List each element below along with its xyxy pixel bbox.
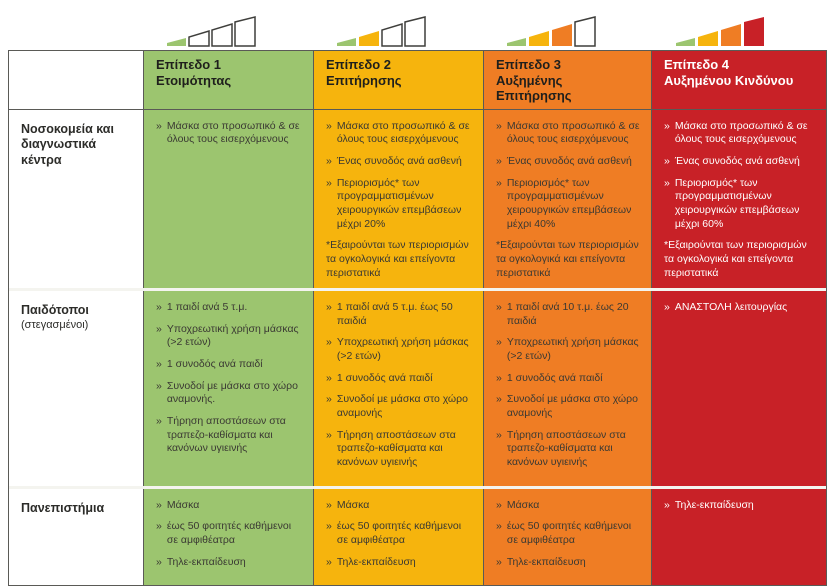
cell-item-text: Τηλε-εκπαίδευση bbox=[166, 555, 246, 568]
cell-item-list bbox=[664, 499, 816, 513]
cell-item-list bbox=[156, 120, 303, 147]
cell-item-text: Μάσκα bbox=[506, 498, 540, 511]
bullet-marker: » bbox=[156, 498, 162, 511]
cell-item bbox=[326, 336, 473, 363]
header-level-4-line1: Επίπεδο 4 bbox=[664, 57, 730, 72]
cell-item-text: Μάσκα στο προσωπικό & σε όλους τους εισερχόμενους bbox=[506, 119, 640, 146]
level-4-bars-icon bbox=[675, 16, 765, 47]
header-level-1-line1: Επίπεδο 1 bbox=[156, 57, 222, 72]
bullet-marker: » bbox=[664, 176, 670, 189]
cell-item bbox=[664, 499, 816, 513]
cell-item bbox=[496, 177, 641, 232]
header-level-3-line1: Επίπεδο 3 bbox=[496, 57, 562, 72]
bullet-marker: » bbox=[664, 119, 670, 132]
bullet-marker: » bbox=[156, 379, 162, 392]
bullet-marker: » bbox=[326, 301, 332, 314]
legend-row bbox=[0, 10, 835, 50]
cell-item-text: Μάσκα στο προσωπικό & σε όλους τους εισερχόμενους bbox=[166, 119, 300, 146]
levels-table bbox=[8, 50, 827, 586]
cell-item bbox=[496, 429, 641, 470]
cell-item-text: 1 παιδί ανά 5 τ.μ. bbox=[166, 301, 248, 314]
cell-item bbox=[326, 520, 473, 547]
bullet-marker: » bbox=[326, 520, 332, 533]
bullet-marker: » bbox=[326, 393, 332, 406]
row-label-cell bbox=[9, 291, 143, 485]
bullet-marker: » bbox=[326, 498, 332, 511]
header-level-2-line2: Επιτήρησης bbox=[326, 72, 402, 88]
bullet-marker: » bbox=[326, 336, 332, 349]
cell-hospitals-level4 bbox=[651, 110, 826, 288]
bullet-marker: » bbox=[326, 371, 332, 384]
cell-item bbox=[326, 393, 473, 420]
bullet-marker: » bbox=[496, 119, 502, 132]
cell-item-text: Τηλε-εκπαίδευση bbox=[506, 555, 586, 568]
cell-item bbox=[496, 336, 641, 363]
cell-item-text: Συνοδοί με μάσκα στο χώρο αναμονής bbox=[336, 393, 468, 420]
cell-item bbox=[156, 323, 303, 350]
legend-spacer bbox=[9, 14, 144, 50]
cell-footnote: *Εξαιρούνται των περιορισμών τα ογκολογικά και επείγοντα περιστατικά bbox=[664, 239, 807, 279]
bullet-marker: » bbox=[496, 336, 502, 349]
cell-item bbox=[156, 380, 303, 407]
cell-item bbox=[664, 301, 816, 315]
cell-item bbox=[156, 358, 303, 372]
header-level-2 bbox=[313, 51, 483, 109]
cell-item-text: 1 παιδί ανά 10 τ.μ. έως 20 παιδιά bbox=[506, 301, 629, 327]
legend-level-1 bbox=[144, 14, 314, 50]
cell-item bbox=[326, 556, 473, 570]
cell-item-text: 1 συνοδός ανά παιδί bbox=[336, 371, 433, 384]
cell-footnote: *Εξαιρούνται των περιορισμών τα ογκολογικά και επείγοντα περιστατικά bbox=[496, 239, 639, 279]
cell-footnote: *Εξαιρούνται των περιορισμών τα ογκολογικά και επείγοντα περιστατικά bbox=[326, 239, 469, 279]
bullet-marker: » bbox=[496, 301, 502, 314]
cell-item-text: Ένας συνοδός ανά ασθενή bbox=[506, 155, 632, 168]
cell-item-text: Υποχρεωτική χρήση μάσκας (>2 ετών) bbox=[166, 322, 299, 349]
header-level-2-line1: Επίπεδο 2 bbox=[326, 57, 392, 72]
cell-item-text: ΑΝΑΣΤΟΛΗ λειτουργίας bbox=[674, 301, 788, 314]
header-level-3-line2: Αυξημένης Επιτήρησης bbox=[496, 72, 572, 104]
header-level-3 bbox=[483, 51, 651, 109]
bullet-marker: » bbox=[664, 155, 670, 168]
legend-level-3 bbox=[484, 14, 653, 50]
bullet-marker: » bbox=[156, 119, 162, 132]
cell-item bbox=[664, 120, 816, 147]
cell-item bbox=[326, 499, 473, 513]
header-level-4-line2: Αυξημένου Κινδύνου bbox=[664, 72, 794, 88]
row-label: Πανεπιστήμια bbox=[21, 500, 105, 515]
cell-item bbox=[326, 120, 473, 147]
cell-universities-level1 bbox=[143, 489, 313, 586]
cell-item-text: Ένας συνοδός ανά ασθενή bbox=[674, 155, 800, 168]
cell-item-list bbox=[326, 499, 473, 570]
cell-item-text: Ένας συνοδός ανά ασθενή bbox=[336, 155, 462, 168]
header-level-1 bbox=[143, 51, 313, 109]
cell-item bbox=[496, 301, 641, 328]
cell-item-text: έως 50 φοιτητές καθήμενοι σε αμφιθέατρα bbox=[336, 520, 462, 546]
cell-item-list bbox=[496, 301, 641, 469]
bullet-marker: » bbox=[326, 428, 332, 441]
cell-item bbox=[326, 301, 473, 328]
cell-item-text: Τηλε-εκπαίδευση bbox=[336, 555, 416, 568]
cell-item bbox=[496, 372, 641, 386]
cell-item-text: έως 50 φοιτητές καθήμενοι σε αμφιθέατρα bbox=[506, 520, 632, 546]
bullet-marker: » bbox=[326, 119, 332, 132]
cell-item-text: Συνοδοί με μάσκα στο χώρο αναμονής bbox=[506, 393, 638, 420]
table-row-playgrounds bbox=[9, 288, 826, 485]
bullet-marker: » bbox=[496, 155, 502, 168]
cell-item-text: Τήρηση αποστάσεων στα τραπεζο-καθίσματα και κανόνων υγιεινής bbox=[336, 428, 456, 468]
cell-item-text: Περιορισμός* των προγραμματισμένων χειρουργικών επεμβάσεων μέχρι 60% bbox=[674, 176, 800, 230]
cell-item bbox=[156, 499, 303, 513]
cell-hospitals-level1 bbox=[143, 110, 313, 288]
bullet-marker: » bbox=[156, 520, 162, 533]
legend-level-2 bbox=[314, 14, 484, 50]
cell-item-text: Συνοδοί με μάσκα στο χώρο αναμονής. bbox=[166, 379, 298, 406]
cell-item-text: Τήρηση αποστάσεων στα τραπεζο-καθίσματα και κανόνων υγιεινής bbox=[506, 428, 626, 468]
cell-item bbox=[156, 120, 303, 147]
bullet-marker: » bbox=[496, 520, 502, 533]
cell-item-text: Μάσκα στο προσωπικό & σε όλους τους εισερχόμενους bbox=[674, 119, 808, 146]
row-sublabel: (στεγασμένοι) bbox=[21, 318, 89, 331]
bullet-marker: » bbox=[156, 415, 162, 428]
cell-universities-level4 bbox=[651, 489, 826, 586]
cell-item bbox=[326, 177, 473, 232]
bullet-marker: » bbox=[496, 428, 502, 441]
bullet-marker: » bbox=[326, 176, 332, 189]
bullet-marker: » bbox=[156, 322, 162, 335]
header-level-1-line2: Ετοιμότητας bbox=[156, 72, 232, 88]
cell-hospitals-level3 bbox=[483, 110, 651, 288]
bullet-marker: » bbox=[156, 358, 162, 371]
cell-item bbox=[156, 556, 303, 570]
bullet-marker: » bbox=[326, 555, 332, 568]
level-1-bars-icon bbox=[166, 16, 256, 47]
cell-item bbox=[326, 429, 473, 470]
corner-cell bbox=[9, 51, 143, 109]
row-label-cell bbox=[9, 489, 143, 586]
cell-item-list bbox=[326, 120, 473, 231]
bullet-marker: » bbox=[496, 555, 502, 568]
level-3-bars-icon bbox=[506, 16, 596, 47]
cell-item-text: Μάσκα στο προσωπικό & σε όλους τους εισερχόμενους bbox=[336, 119, 470, 146]
bullet-marker: » bbox=[156, 555, 162, 568]
bullet-marker: » bbox=[156, 301, 162, 314]
bullet-marker: » bbox=[496, 498, 502, 511]
cell-item-list bbox=[496, 120, 641, 231]
cell-item-text: Περιορισμός* των προγραμματισμένων χειρουργικών επεμβάσεων μέχρι 20% bbox=[336, 176, 462, 230]
cell-item bbox=[496, 155, 641, 169]
cell-item-text: Υποχρεωτική χρήση μάσκας (>2 ετών) bbox=[336, 336, 469, 363]
cell-item bbox=[496, 120, 641, 147]
cell-item bbox=[496, 556, 641, 570]
table-row-universities bbox=[9, 486, 826, 586]
level-2-bars-icon bbox=[336, 16, 426, 47]
cell-item bbox=[664, 155, 816, 169]
cell-item-list bbox=[326, 301, 473, 469]
cell-universities-level3 bbox=[483, 489, 651, 586]
cell-playgrounds-level2 bbox=[313, 291, 483, 485]
cell-item-text: 1 παιδί ανά 5 τ.μ. έως 50 παιδιά bbox=[336, 301, 453, 327]
bullet-marker: » bbox=[496, 176, 502, 189]
cell-item bbox=[496, 393, 641, 420]
bullet-marker: » bbox=[664, 301, 670, 314]
cell-item bbox=[326, 155, 473, 169]
cell-item-text: Τηλε-εκπαίδευση bbox=[674, 498, 754, 511]
cell-item-text: Μάσκα bbox=[166, 498, 200, 511]
table-header-row bbox=[9, 51, 826, 110]
cell-item-list bbox=[156, 301, 303, 456]
table-row-hospitals bbox=[9, 110, 826, 288]
bullet-marker: » bbox=[664, 498, 670, 511]
cell-playgrounds-level4 bbox=[651, 291, 826, 485]
bullet-marker: » bbox=[496, 393, 502, 406]
row-label: Παιδότοποι bbox=[21, 303, 89, 318]
cell-universities-level2 bbox=[313, 489, 483, 586]
cell-item bbox=[664, 177, 816, 232]
cell-item-text: έως 50 φοιτητές καθήμενοι σε αμφιθέατρα bbox=[166, 520, 292, 546]
bullet-marker: » bbox=[326, 155, 332, 168]
cell-item-text: Περιορισμός* των προγραμματισμένων χειρουργικών επεμβάσεων μέχρι 40% bbox=[506, 176, 632, 230]
cell-item-text: 1 συνοδός ανά παιδί bbox=[166, 358, 263, 371]
cell-item-text: Υποχρεωτική χρήση μάσκας (>2 ετών) bbox=[506, 336, 639, 363]
cell-item-list bbox=[496, 499, 641, 570]
cell-item bbox=[326, 372, 473, 386]
legend-level-4 bbox=[653, 14, 826, 50]
cell-item-text: Τήρηση αποστάσεων στα τραπεζο-καθίσματα και κανόνων υγιεινής bbox=[166, 415, 286, 455]
cell-item bbox=[496, 520, 641, 547]
cell-playgrounds-level1 bbox=[143, 291, 313, 485]
row-label: Νοσοκομεία και διαγνωστικά κέντρα bbox=[21, 121, 114, 168]
cell-item bbox=[156, 520, 303, 547]
cell-item-list bbox=[664, 301, 816, 315]
cell-hospitals-level2 bbox=[313, 110, 483, 288]
cell-item-text: Μάσκα bbox=[336, 498, 370, 511]
cell-item-list bbox=[664, 120, 816, 231]
header-level-4 bbox=[651, 51, 826, 109]
bullet-marker: » bbox=[496, 371, 502, 384]
cell-item-list bbox=[156, 499, 303, 570]
cell-item bbox=[496, 499, 641, 513]
row-label-cell bbox=[9, 110, 143, 288]
cell-playgrounds-level3 bbox=[483, 291, 651, 485]
cell-item bbox=[156, 301, 303, 315]
cell-item bbox=[156, 415, 303, 456]
cell-item-text: 1 συνοδός ανά παιδί bbox=[506, 371, 603, 384]
